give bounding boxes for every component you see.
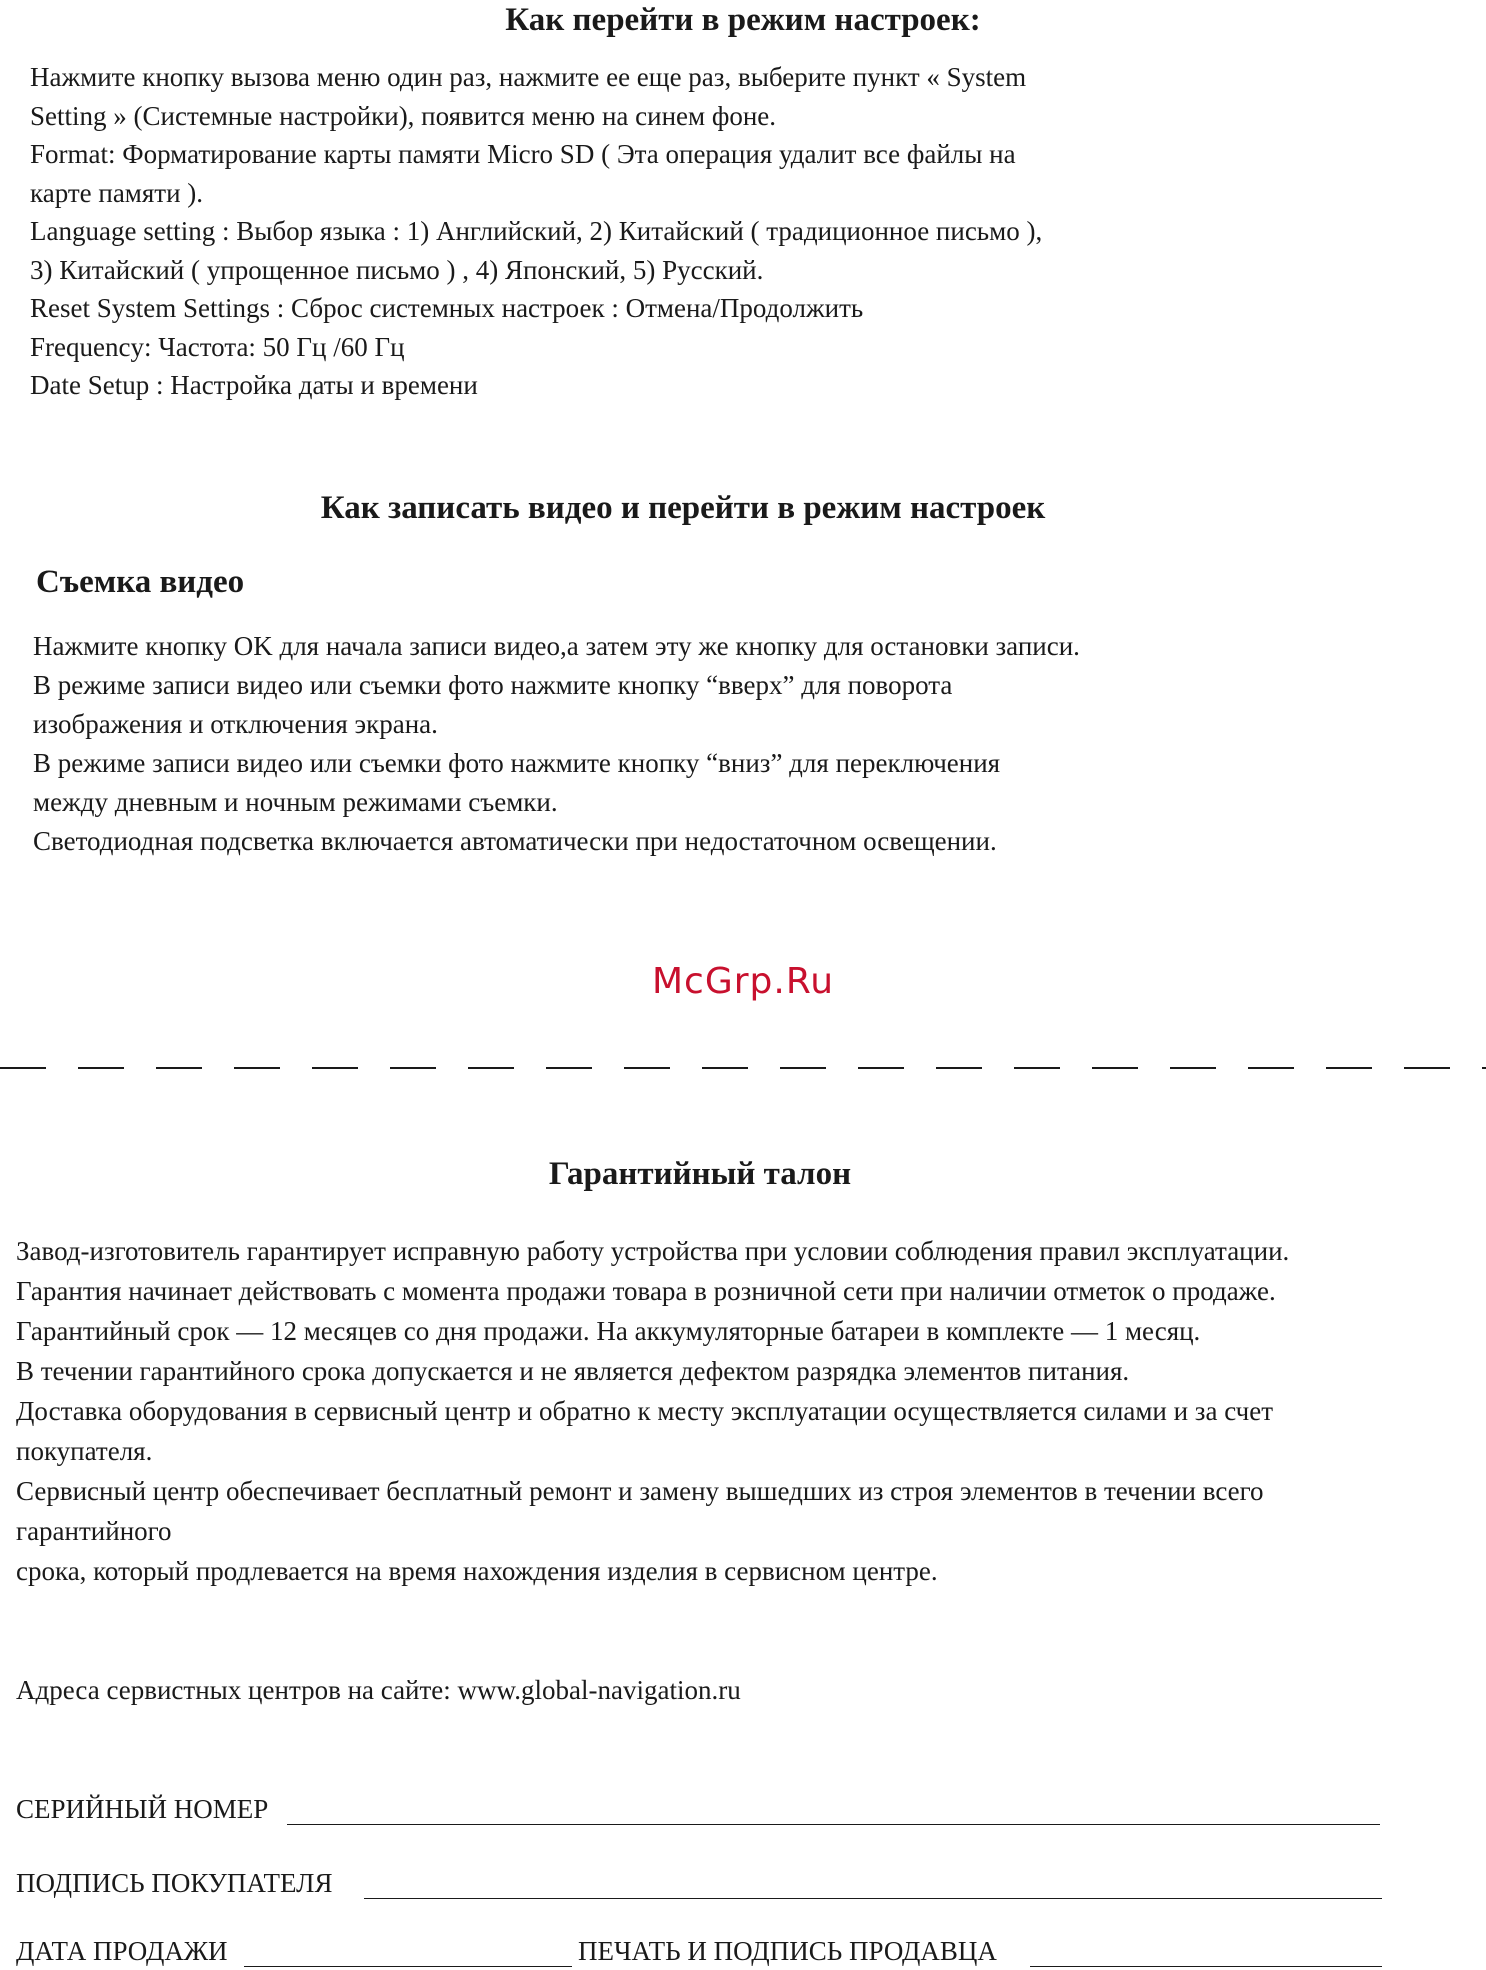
settings-line: Format: Форматирование карты памяти Micro SD ( Эта операция удалит все файлы на	[30, 139, 1016, 169]
settings-line: Language setting : Выбор языка : 1) Английский, 2) Китайский ( традиционное письмо ),	[30, 216, 1043, 246]
seller-stamp-line[interactable]	[1030, 1966, 1382, 1967]
settings-line: Нажмите кнопку вызова меню один раз, нажмите ее еще раз, выберите пункт « System	[30, 62, 1027, 92]
warranty-line: Завод-изготовитель гарантирует исправную работу устройства при условии соблюдения правил эксплуатации.	[16, 1236, 1290, 1266]
settings-line: Frequency: Частота: 50 Гц /60 Гц	[30, 331, 405, 362]
warranty-line: гарантийного	[16, 1516, 172, 1546]
buyer-signature-line[interactable]	[364, 1898, 1382, 1899]
serial-number-label: СЕРИЙНЫЙ НОМЕР	[16, 1794, 269, 1824]
warranty-line: Гарантия начинает действовать с момента продажи товара в розничной сети при наличии отметок о продаже.	[16, 1276, 1276, 1306]
warranty-line: В течении гарантийного срока допускается и не является дефектом разрядка элементов питания.	[16, 1356, 1130, 1386]
video-line: В режиме записи видео или съемки фото нажмите кнопку “вниз” для переключения	[33, 748, 1001, 778]
settings-section-body	[30, 58, 1042, 405]
warranty-line: Доставка оборудования в сервисный центр и обратно к месту эксплуатации осуществляется силами и за счет	[16, 1396, 1274, 1426]
seller-stamp-label: ПЕЧАТЬ И ПОДПИСЬ ПРОДАВЦА	[578, 1936, 997, 1966]
cut-line	[0, 1066, 1486, 1070]
service-address: Адреса сервистных центров на сайте: www.global-navigation.ru	[16, 1675, 741, 1705]
settings-line: Setting » (Системные настройки), появится меню на синем фоне.	[30, 100, 777, 131]
buyer-signature-label: ПОДПИСЬ ПОКУПАТЕЛЯ	[16, 1868, 333, 1898]
warranty-line: Сервисный центр обеспечивает бесплатный ремонт и замену вышедших из строя элементов в течении всего	[16, 1476, 1264, 1506]
video-line: изображения и отключения экрана.	[33, 709, 438, 739]
warranty-line: срока, который продлевается на время нахождения изделия в сервисном центре.	[16, 1556, 938, 1586]
settings-line: 3) Китайский ( упрощенное письмо ) , 4) Японский, 5) Русский.	[30, 254, 764, 285]
video-line: между дневным и ночным режимами съемки.	[33, 787, 558, 817]
warranty-section-body	[16, 1231, 1289, 1591]
serial-number-line[interactable]	[287, 1824, 1380, 1825]
video-line: Нажмите кнопку OK для начала записи видео,а затем эту же кнопку для остановки записи.	[33, 631, 1080, 661]
warranty-line: Гарантийный срок — 12 месяцев со дня продажи. На аккумуляторные батареи в комплекте — 1 месяц.	[16, 1316, 1201, 1346]
settings-line: карте памяти ).	[30, 177, 204, 208]
video-section-subtitle: Съемка видео	[36, 564, 245, 600]
video-section-title: Как записать видео и перейти в режим настроек	[320, 490, 1046, 526]
video-line: Светодиодная подсветка включается автоматически при недостаточном освещении.	[33, 826, 997, 856]
watermark: McGrp.Ru	[651, 961, 835, 1002]
video-line: В режиме записи видео или съемки фото нажмите кнопку “вверх” для поворота	[33, 670, 953, 700]
sale-date-line[interactable]	[244, 1966, 572, 1967]
warranty-section-title: Гарантийный талон	[548, 1156, 852, 1192]
settings-line: Reset System Settings : Сброс системных настроек : Отмена/Продолжить	[30, 293, 864, 323]
sale-date-label: ДАТА ПРОДАЖИ	[16, 1936, 228, 1966]
settings-section-title: Как перейти в режим настроек:	[505, 2, 981, 38]
settings-line: Date Setup : Настройка даты и времени	[30, 370, 478, 400]
warranty-line: покупателя.	[16, 1436, 153, 1466]
video-section-body	[33, 627, 1080, 861]
